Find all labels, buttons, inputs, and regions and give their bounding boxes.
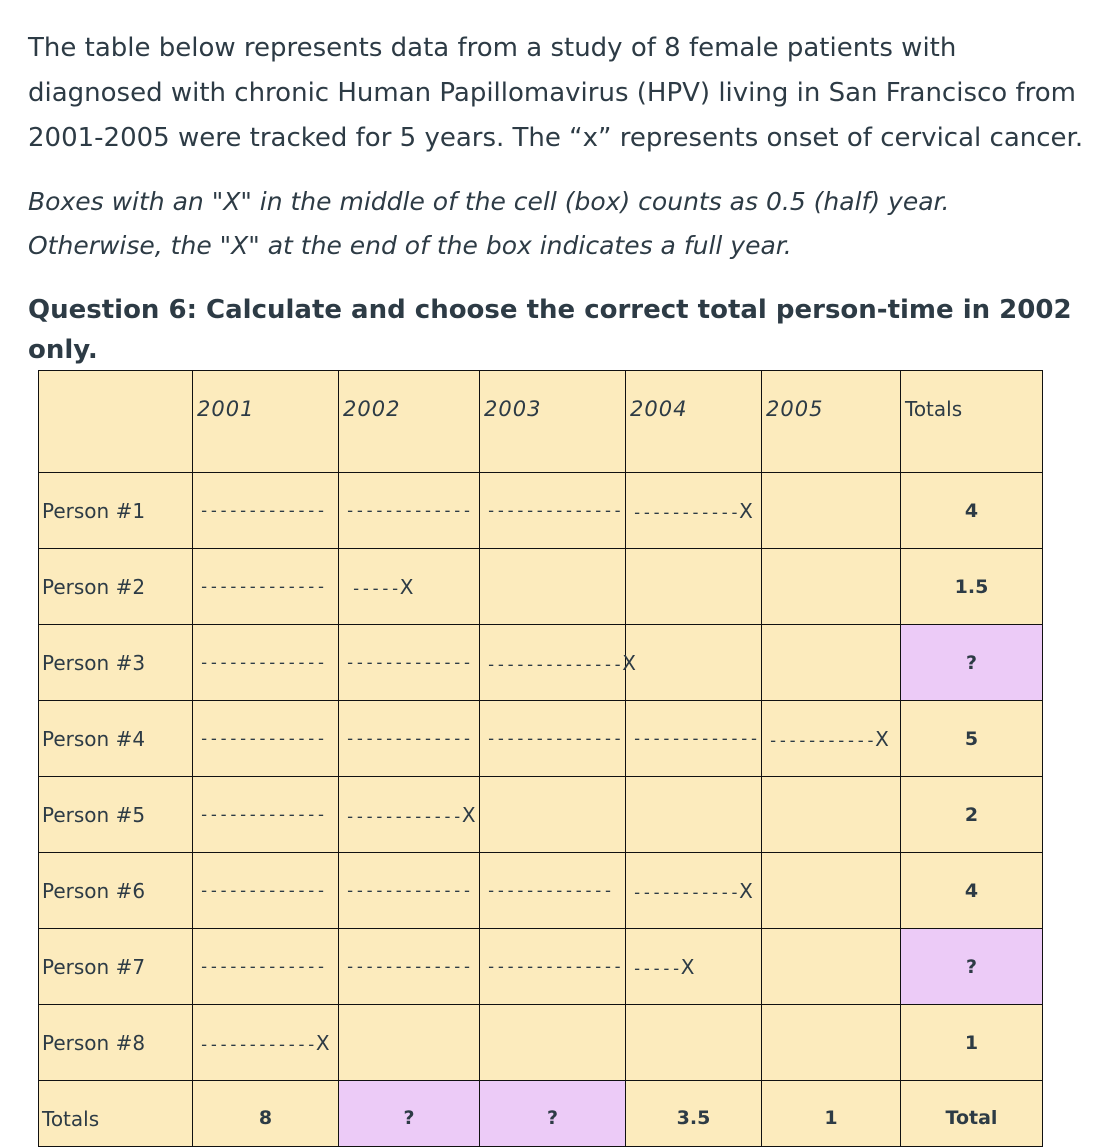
table-row [39, 625, 1043, 701]
timeline-cell [626, 549, 762, 625]
note-paragraph: Boxes with an "X" in the middle of the cell (box) counts as 0.5 (half) year. Otherwise, the "X" at the end of the box indicates a full year. [28, 187, 950, 260]
timeline-cell [480, 549, 626, 625]
timeline-cell [339, 853, 480, 929]
dash-line: ----------- [632, 882, 740, 903]
table-row [39, 777, 1043, 853]
onset-mark: X [739, 498, 753, 523]
dash-line: ------------- [199, 652, 326, 673]
onset-mark: X [680, 954, 695, 979]
totals-label: Totals [39, 1081, 193, 1147]
timeline-cell [626, 1005, 762, 1081]
row-label: Person #3 [39, 625, 193, 701]
row-total: 1.5 [901, 549, 1043, 625]
row-label: Person #4 [39, 701, 193, 777]
timeline-cell [339, 1005, 480, 1081]
timeline-cell [762, 549, 901, 625]
timeline-cell [480, 929, 626, 1005]
timeline-cell [480, 1005, 626, 1081]
dash-line: ------------- [486, 880, 613, 901]
timeline-cell [339, 929, 480, 1005]
timeline-cell [626, 929, 762, 1005]
header-row [39, 371, 1043, 473]
header-blank [39, 371, 193, 473]
row-label: Person #6 [39, 853, 193, 929]
dash-line: -------------- [486, 500, 623, 521]
dash-line: ----------- [632, 502, 740, 523]
onset-mark: X [622, 650, 636, 675]
dash-line: ------------- [199, 956, 326, 977]
dash-line: ------------ [199, 1034, 316, 1055]
timeline-cell [762, 473, 901, 549]
timeline-cell [193, 777, 339, 853]
timeline-cell [626, 473, 762, 549]
dash-line: ----- [632, 958, 681, 979]
dash-line: ------------- [199, 500, 326, 521]
dash-line: ------------- [345, 500, 472, 521]
onset-mark: X [739, 878, 753, 903]
timeline-cell [626, 625, 762, 701]
header-year: 2004 [626, 371, 762, 473]
row-label: Person #5 [39, 777, 193, 853]
person-time-table [38, 370, 1043, 1147]
row-total: 1 [901, 1005, 1043, 1081]
header-year: 2005 [762, 371, 901, 473]
timeline-cell [480, 701, 626, 777]
dash-line: -------------- [486, 728, 623, 749]
header-year: 2002 [339, 371, 480, 473]
table-row [39, 701, 1043, 777]
row-total-unknown: ? [901, 625, 1043, 701]
dash-line: ------------- [199, 880, 326, 901]
year-total-unknown: ? [339, 1081, 480, 1147]
dash-line: ------------- [345, 880, 472, 901]
timeline-cell [193, 853, 339, 929]
table-row [39, 853, 1043, 929]
grand-total: Total [901, 1081, 1043, 1147]
year-total: 3.5 [626, 1081, 762, 1147]
header-totals: Totals [901, 371, 1043, 473]
timeline-cell [339, 625, 480, 701]
year-total: 8 [193, 1081, 339, 1147]
intro-paragraph: The table below represents data from a study of 8 female patients with diagnosed with chronic Human Papillomavirus (HPV) living in San Francisco from 2001-2005 were tracked for 5 years. The “x” represents onset of cervical cancer. [28, 33, 1084, 153]
row-total: 4 [901, 853, 1043, 929]
timeline-cell [193, 549, 339, 625]
dash-line: ------------- [345, 652, 472, 673]
timeline-cell [193, 701, 339, 777]
timeline-cell [762, 625, 901, 701]
dash-line: ------------- [632, 728, 759, 749]
timeline-cell [480, 625, 636, 701]
timeline-cell [480, 473, 626, 549]
header-year: 2001 [193, 371, 339, 473]
onset-mark: X [875, 726, 889, 751]
dash-line: ------------ [345, 806, 462, 827]
timeline-cell [339, 549, 480, 625]
timeline-cell [193, 473, 339, 549]
table-row [39, 1005, 1043, 1081]
row-total: 4 [901, 473, 1043, 549]
dash-line: ------------- [199, 576, 326, 597]
row-label: Person #1 [39, 473, 193, 549]
dash-line: ----------- [768, 730, 876, 751]
dash-line: ------------- [345, 728, 472, 749]
table-row [39, 929, 1043, 1005]
timeline-cell [193, 1005, 339, 1081]
timeline-cell [762, 929, 901, 1005]
dash-line: ----- [351, 578, 400, 599]
timeline-cell [762, 777, 901, 853]
timeline-cell [193, 929, 339, 1005]
year-total: 1 [762, 1081, 901, 1147]
row-label: Person #8 [39, 1005, 193, 1081]
dash-line: -------------- [486, 956, 623, 977]
row-label: Person #2 [39, 549, 193, 625]
header-year: 2003 [480, 371, 626, 473]
row-total: 2 [901, 777, 1043, 853]
timeline-cell [762, 701, 901, 777]
timeline-cell [339, 473, 480, 549]
timeline-cell [626, 853, 762, 929]
table-row [39, 473, 1043, 549]
row-total: 5 [901, 701, 1043, 777]
table-row [39, 549, 1043, 625]
year-total-unknown: ? [480, 1081, 626, 1147]
totals-row [39, 1081, 1043, 1147]
onset-mark: X [399, 574, 414, 599]
timeline-cell [626, 777, 762, 853]
timeline-cell [762, 1005, 901, 1081]
onset-mark: X [461, 802, 476, 827]
dash-line: ------------- [199, 728, 326, 749]
timeline-cell [480, 853, 626, 929]
row-label: Person #7 [39, 929, 193, 1005]
onset-mark: X [315, 1030, 330, 1055]
dash-line: ------------- [199, 804, 326, 825]
timeline-cell [762, 853, 901, 929]
timeline-cell [193, 625, 339, 701]
dash-line: -------------- [486, 654, 623, 675]
row-total-unknown: ? [901, 929, 1043, 1005]
timeline-cell [480, 777, 626, 853]
timeline-cell [626, 701, 762, 777]
dash-line: ------------- [345, 956, 472, 977]
question-heading: Question 6: Calculate and choose the correct total person-time in 2002 only. [28, 295, 1072, 365]
timeline-cell [339, 701, 480, 777]
timeline-cell [339, 777, 480, 853]
